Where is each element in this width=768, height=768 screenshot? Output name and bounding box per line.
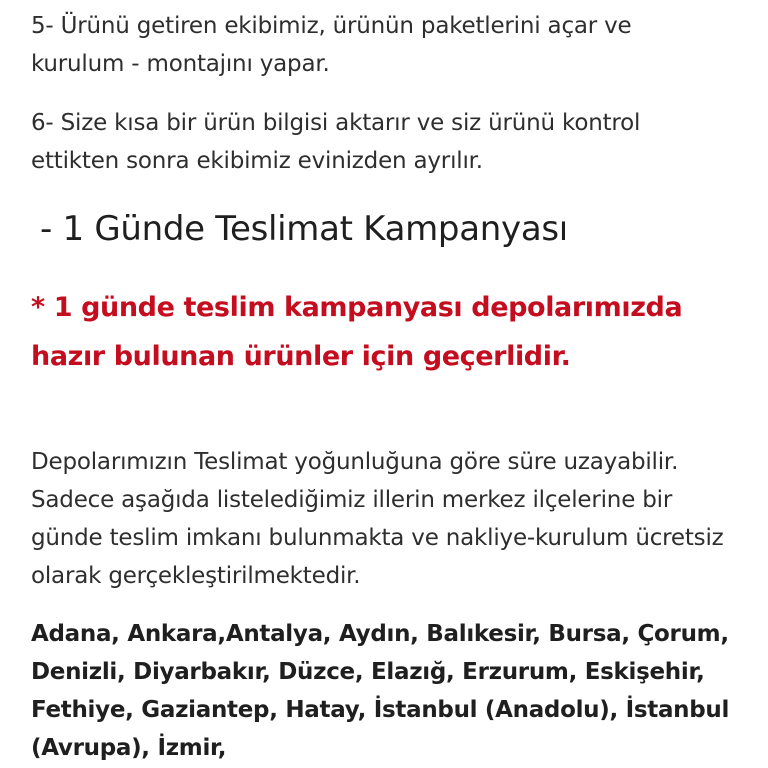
city-list: Adana, Ankara,Antalya, Aydın, Balıkesir, Bursa, Çorum, Denizli, Diyarbakır, Düzce, Elazığ, Erzurum, Eskişehir, Fethiye, Gaziantep, Hatay, İstanbul (Anadolu), İstanbul (Avrupa), İzmir, (31, 621, 730, 761)
campaign-heading: - 1 Günde Teslimat Kampanyası (40, 209, 568, 249)
step-5-paragraph: 5- Ürünü getiren ekibimiz, ürünün paketlerini açar ve kurulum - montajını yapar. (31, 13, 632, 77)
campaign-notice: * 1 günde teslim kampanyası depolarımızda hazır bulunan ürünler için geçerlidir. (31, 292, 683, 372)
campaign-info-paragraph: Depolarımızın Teslimat yoğunluğuna göre süre uzayabilir. Sadece aşağıda listelediğimiz illerin merkez ilçelerine bir günde teslim imkanı bulunmakta ve nakliye-kurulum ücretsiz olarak gerçekleştirilmektedir. (31, 449, 724, 589)
step-6-paragraph: 6- Size kısa bir ürün bilgisi aktarır ve siz ürünü kontrol ettikten sonra ekibimiz evinizden ayrılır. (31, 110, 641, 174)
